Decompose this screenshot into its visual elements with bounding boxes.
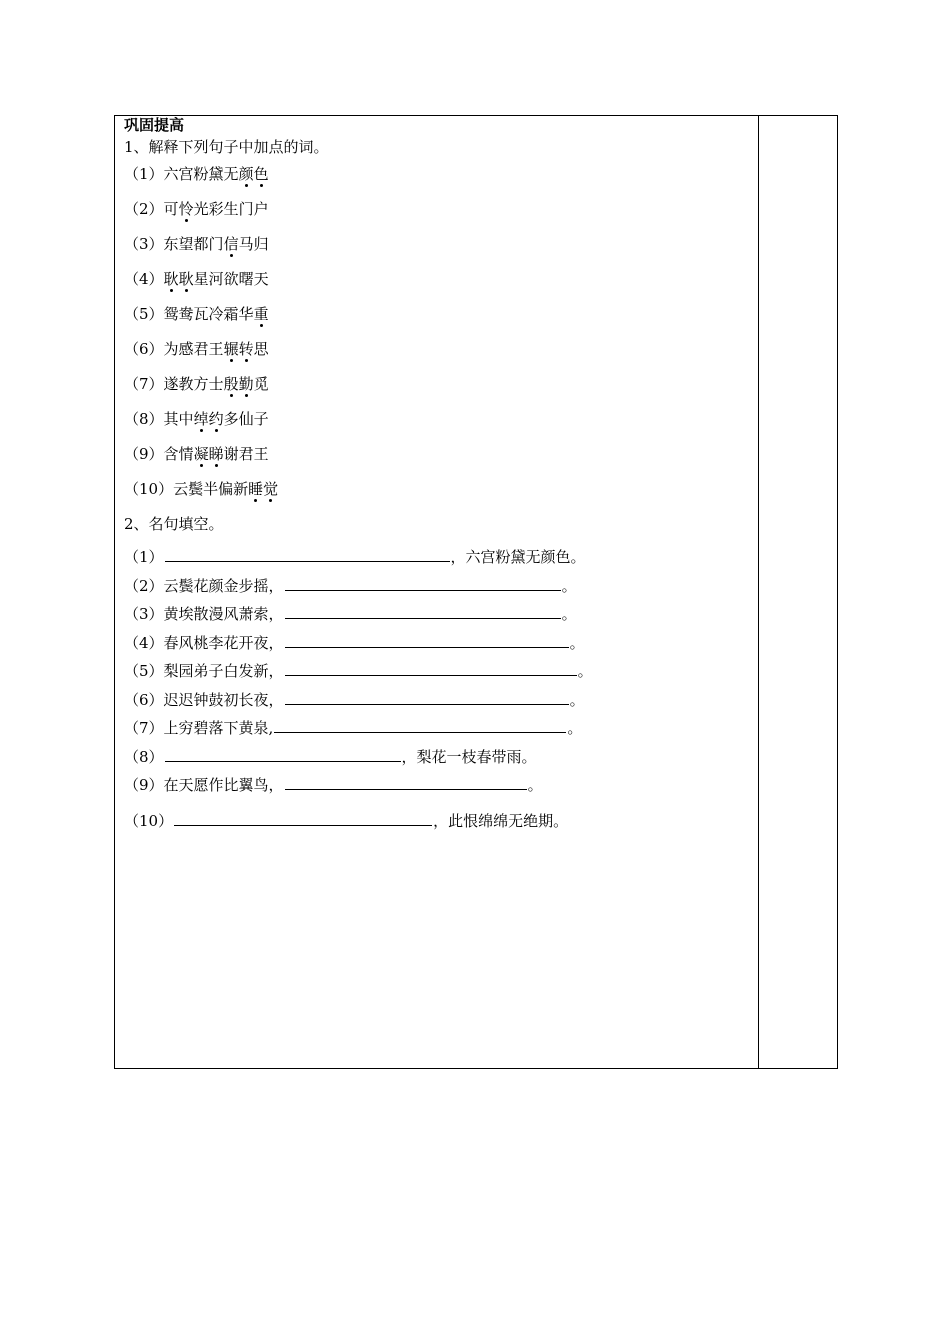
- q1-item: [124, 237, 269, 252]
- q1-item: [124, 482, 278, 497]
- dotted-character: 勤: [238, 375, 254, 393]
- fill-in-blank[interactable]: [285, 689, 569, 705]
- sentence-text: 谢君王: [223, 445, 269, 463]
- q2-item: [124, 632, 585, 651]
- verse-after: ，梨花一枝春带雨。: [401, 748, 537, 766]
- item-number: （4）: [124, 270, 164, 288]
- verse-after: 。: [569, 691, 585, 709]
- dotted-character: 约: [208, 410, 224, 428]
- table-column-divider: [758, 115, 759, 1069]
- item-number: （5）: [124, 305, 164, 323]
- sentence-text: 其中: [163, 410, 194, 428]
- verse-before: 上穷碧落下黄泉,: [163, 719, 274, 737]
- verse-after: ，此恨绵绵无绝期。: [433, 812, 569, 830]
- q2-item: [124, 603, 577, 622]
- item-number: （9）: [124, 445, 164, 463]
- item-number: （4）: [124, 634, 164, 652]
- dotted-character: 怜: [178, 200, 194, 218]
- q2-item: [124, 717, 582, 736]
- dotted-character: 重: [253, 305, 269, 323]
- dotted-character: 颜: [238, 165, 254, 183]
- item-number: （9）: [124, 776, 164, 794]
- q1-item: [124, 342, 269, 357]
- item-number: （6）: [124, 340, 164, 358]
- dotted-character: 辗: [223, 340, 239, 358]
- item-number: （6）: [124, 691, 164, 709]
- fill-in-blank[interactable]: [285, 575, 561, 591]
- verse-before: 黄埃散漫风萧索，: [163, 605, 284, 623]
- sentence-text: 六宫粉黛无: [163, 165, 239, 183]
- q2-instruction: 2、名句填空。: [124, 515, 224, 533]
- q2-item: [124, 689, 585, 708]
- fill-in-blank[interactable]: [165, 546, 450, 562]
- dotted-character: 凝: [193, 445, 209, 463]
- dotted-character: 觉: [263, 480, 279, 498]
- q2-item: [124, 746, 537, 765]
- dotted-character: 殷: [223, 375, 239, 393]
- verse-before: 云鬓花颜金步摇，: [163, 577, 284, 595]
- q1-item: [124, 307, 269, 322]
- sentence-text: 东望都门: [163, 235, 224, 253]
- sentence-text: 云鬓半偏新: [173, 480, 249, 498]
- fill-in-blank[interactable]: [285, 632, 569, 648]
- verse-after: 。: [567, 719, 583, 737]
- verse-after: 。: [569, 634, 585, 652]
- fill-in-blank[interactable]: [165, 746, 401, 762]
- item-number: （7）: [124, 375, 164, 393]
- sentence-text: 遂教方士: [163, 375, 224, 393]
- dotted-character: 绰: [193, 410, 209, 428]
- section-title: 巩固提高: [124, 116, 185, 134]
- verse-before: 梨园弟子白发新，: [163, 662, 284, 680]
- q2-item: [124, 774, 543, 793]
- sentence-text: 含情: [163, 445, 194, 463]
- verse-before: 在天愿作比翼鸟，: [163, 776, 284, 794]
- item-number: （2）: [124, 200, 164, 218]
- verse-before: 迟迟钟鼓初长夜，: [163, 691, 284, 709]
- item-number: （3）: [124, 605, 164, 623]
- dotted-character: 睇: [208, 445, 224, 463]
- fill-in-blank[interactable]: [285, 603, 561, 619]
- q2-item: [124, 810, 568, 829]
- q1-item: [124, 202, 269, 217]
- q1-item: [124, 272, 269, 287]
- q2-item: [124, 660, 593, 679]
- verse-after: ，六宫粉黛无颜色。: [450, 548, 586, 566]
- sentence-text: 可: [163, 200, 179, 218]
- q1-item: [124, 167, 269, 182]
- verse-after: 。: [527, 776, 543, 794]
- sentence-text: 觅: [253, 375, 269, 393]
- item-number: （7）: [124, 719, 164, 737]
- dotted-character: 信: [223, 235, 239, 253]
- q1-instruction: 1、解释下列句子中加点的词。: [124, 138, 329, 156]
- item-number: （8）: [124, 748, 164, 766]
- verse-before: 春风桃李花开夜，: [163, 634, 284, 652]
- sentence-text: 思: [253, 340, 269, 358]
- item-number: （8）: [124, 410, 164, 428]
- dotted-character: 转: [238, 340, 254, 358]
- dotted-character: 耿: [178, 270, 194, 288]
- sentence-text: 鸳鸯瓦冷霜华: [163, 305, 254, 323]
- dotted-character: 色: [253, 165, 269, 183]
- verse-after: 。: [561, 605, 577, 623]
- sentence-text: 光彩生门户: [193, 200, 269, 218]
- item-number: （10）: [124, 480, 174, 498]
- sentence-text: 为感君王: [163, 340, 224, 358]
- item-number: （10）: [124, 812, 174, 830]
- dotted-character: 睡: [248, 480, 264, 498]
- item-number: （2）: [124, 577, 164, 595]
- q2-item: [124, 546, 586, 565]
- verse-after: 。: [561, 577, 577, 595]
- fill-in-blank[interactable]: [274, 717, 566, 733]
- fill-in-blank[interactable]: [285, 774, 527, 790]
- q1-item: [124, 377, 269, 392]
- q1-item: [124, 412, 269, 427]
- sentence-text: 多仙子: [223, 410, 269, 428]
- item-number: （1）: [124, 548, 164, 566]
- item-number: （1）: [124, 165, 164, 183]
- item-number: （3）: [124, 235, 164, 253]
- verse-after: 。: [577, 662, 593, 680]
- item-number: （5）: [124, 662, 164, 680]
- dotted-character: 耿: [163, 270, 179, 288]
- q1-item: [124, 447, 269, 462]
- fill-in-blank[interactable]: [285, 660, 577, 676]
- q2-item: [124, 575, 577, 594]
- sentence-text: 星河欲曙天: [193, 270, 269, 288]
- sentence-text: 马归: [238, 235, 269, 253]
- fill-in-blank[interactable]: [174, 810, 432, 826]
